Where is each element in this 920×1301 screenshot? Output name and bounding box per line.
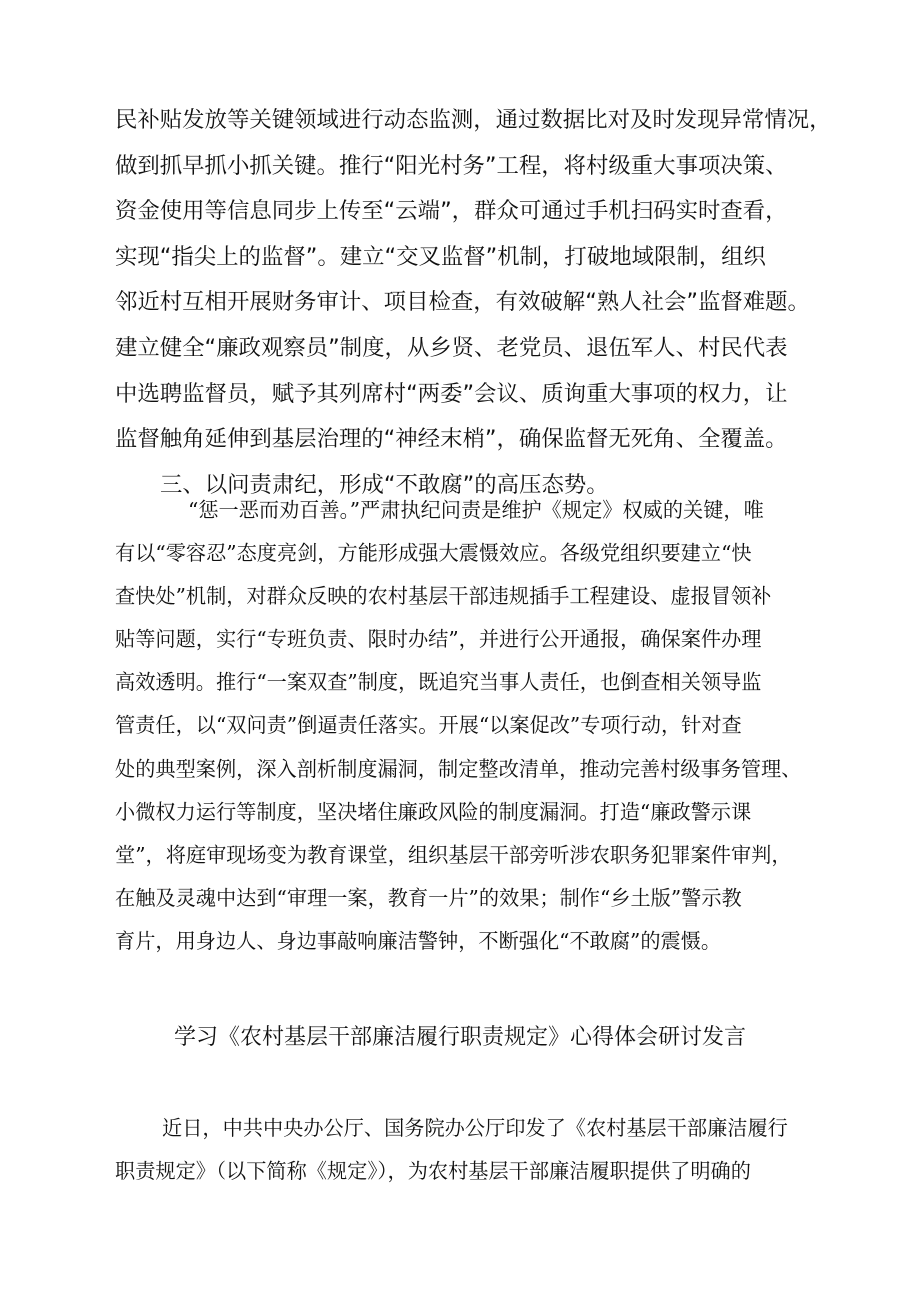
text-line: “惩一恶而劝百善。”严肃执纪问责是维护《规定》权威的关键，唯 xyxy=(188,498,764,522)
text-line: 邻近村互相开展财务审计、项目检查，有效破解“熟人社会”监督难题。 xyxy=(115,289,810,316)
text-line: 处的典型案例，深入剖析制度漏洞，制定整改清单，推动完善村级事务管理、 xyxy=(115,756,802,781)
text-line: 查快处”机制，对群众反映的农村基层干部违规插手工程建设、虚报冒领补 xyxy=(115,584,772,609)
text-line: 民补贴发放等关键领域进行动态监测，通过数据比对及时发现异常情况， xyxy=(115,107,832,133)
paragraph-intro xyxy=(115,1107,827,1193)
text-line: 实现“指尖上的监督”。建立“交叉监督”机制，打破地域限制，组织 xyxy=(115,243,766,270)
text-line: 贴等问题，实行“专班负责、限时办结”，并进行公开通报，确保案件办理 xyxy=(115,627,762,652)
article-title: 学习《农村基层干部廉洁履行职责规定》心得体会研讨发言 xyxy=(173,1025,746,1050)
text-line: 在触及灵魂中达到“审理一案，教育一片”的效果；制作“乡土版”警示教 xyxy=(115,885,742,910)
paragraph-supervision xyxy=(115,98,855,463)
text-line: 近日，中共中央办公厅、国务院办公厅印发了《农村基层干部廉洁履行 xyxy=(162,1116,788,1140)
paragraph-accountability xyxy=(115,489,827,963)
text-line: 资金使用等信息同步上传至“云端”，群众可通过手机扫码实时查看， xyxy=(115,198,788,225)
text-line: 职责规定》（以下简称《规定》），为农村基层干部廉洁履职提供了明确的 xyxy=(115,1159,751,1184)
text-line: 监督触角延伸到基层治理的“神经末梢”，确保监督无死角、全覆盖。 xyxy=(115,426,788,453)
text-line: 育片，用身边人、身边事敲响廉洁警钟，不断强化“不敢腐”的震慑。 xyxy=(115,928,722,953)
section-heading-text: 三、以问责肃纪，形成“不敢腐”的高压态势。 xyxy=(160,472,609,498)
text-line: 堂”，将庭审现场变为教育课堂，组织基层干部旁听涉农职务犯罪案件审判， xyxy=(115,842,792,867)
text-line: 中选聘监督员，赋予其列席村“两委”会议、质询重大事项的权力，让 xyxy=(115,380,788,407)
text-line: 小微权力运行等制度，坚决堵住廉政风险的制度漏洞。打造“廉政警示课 xyxy=(115,799,752,824)
text-line: 管责任，以“双问责”倒逼责任落实。开展“以案促改”专项行动，针对查 xyxy=(115,713,742,738)
text-line: 高效透明。推行“一案双查”制度，既追究当事人责任，也倒查相关领导监 xyxy=(115,670,762,695)
text-line: 有以“零容忍”态度亮剑，方能形成强大震慑效应。各级党组织要建立“快 xyxy=(115,541,752,566)
text-line: 做到抓早抓小抓关键。推行“阳光村务”工程，将村级重大事项决策、 xyxy=(115,152,788,179)
text-line: 建立健全“廉政观察员”制度，从乡贤、老党员、退伍军人、村民代表 xyxy=(115,334,788,361)
